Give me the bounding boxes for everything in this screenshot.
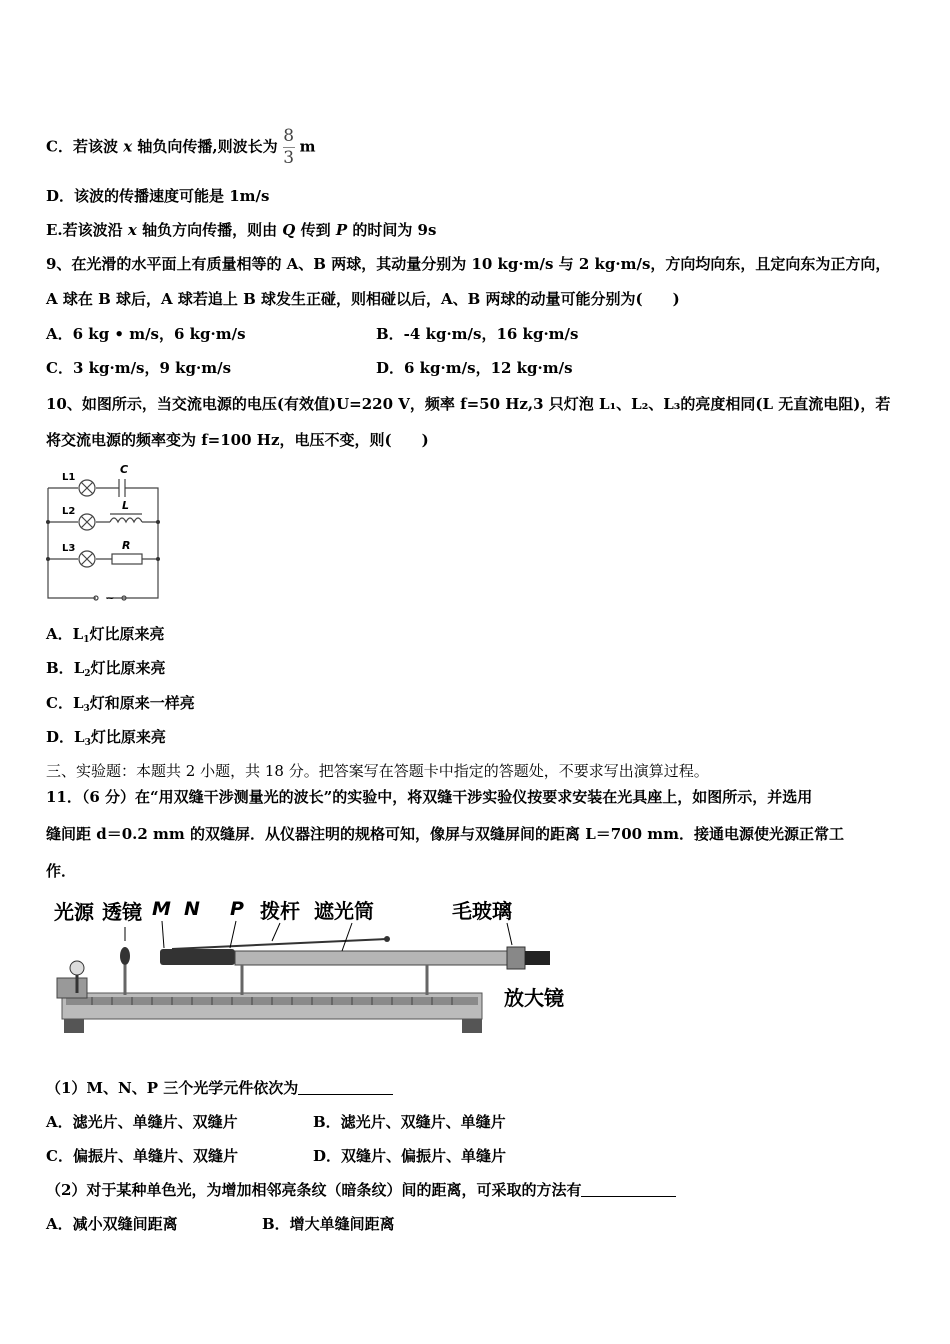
- q11-stem-line2: 缝间距 d＝0.2 mm 的双缝屏．从仪器注明的规格可知，像屏与双缝屏间的距离 L＝700 mm．接通电源使光源正常工: [46, 825, 845, 843]
- text: E.若该波沿: [46, 221, 128, 239]
- q11-sub1-option-a: A．滤光片、单缝片、双缝片: [46, 1113, 238, 1131]
- label-lens: 透镜: [102, 900, 142, 924]
- label-n: N: [184, 898, 200, 920]
- text: 传到: [295, 221, 336, 239]
- var: x: [127, 221, 137, 239]
- text: （2）对于某种单色光，为增加相邻亮条纹（暗条纹）间的距离，可采取的方法有: [46, 1181, 582, 1199]
- q9-option-a: A．6 kg • m/s，6 kg·m/s: [46, 325, 246, 343]
- label-ground-glass: 毛玻璃: [452, 899, 512, 923]
- q11-stem-line1: 11．（6 分）在“用双缝干涉测量光的波长”的实验中，将双缝干涉实验仪按要求安装在光具座上，如图所示，并选用: [46, 788, 813, 806]
- text: 灯比原来亮: [90, 728, 166, 746]
- sub: 3: [84, 738, 91, 748]
- label-m: M: [152, 898, 171, 920]
- letter: D．: [46, 728, 75, 746]
- q11-sub1: [46, 1078, 393, 1098]
- answer-blank: [581, 1182, 676, 1197]
- fraction-denominator: 3: [283, 148, 295, 168]
- var: Q: [282, 221, 296, 239]
- section-3-heading: 三、实验题：本题共 2 小题，共 18 分。把答案写在答题卡中指定的答题处，不要求写出演算过程。: [46, 762, 709, 780]
- sub: 2: [84, 669, 91, 679]
- text: 灯和原来一样亮: [89, 694, 195, 712]
- q10-stem-line2: 将交流电源的频率变为 f=100 Hz，电压不变，则( ): [46, 431, 429, 449]
- q9-stem-line1: 9、在光滑的水平面上有质量相等的 A、B 两球，其动量分别为 10 kg·m/s 与 2 kg·m/s，方向均向东，且定向东为正方向，: [46, 255, 891, 273]
- fraction-8-3: [281, 127, 297, 168]
- sub: 1: [83, 635, 90, 645]
- q11-sub2: [46, 1180, 676, 1200]
- text: （1）M、N、P 三个光学元件依次为: [46, 1079, 299, 1097]
- q9-option-c: C．3 kg·m/s，9 kg·m/s: [46, 359, 232, 377]
- answer-blank: [298, 1080, 393, 1095]
- text: 灯比原来亮: [90, 659, 166, 677]
- q11-sub2-option-b: B．增大单缝间距离: [262, 1215, 395, 1233]
- q11-sub2-option-a: A．减小双缝间距离: [46, 1215, 178, 1233]
- label-c: C: [120, 463, 129, 476]
- lamp: L: [72, 694, 84, 712]
- q8-option-e: [46, 220, 436, 240]
- label-magnifier: 放大镜: [504, 986, 564, 1010]
- q11-stem-line3: 作．: [46, 862, 77, 880]
- label-light-source: 光源: [54, 900, 94, 924]
- lamp: L: [73, 659, 85, 677]
- label-r: R: [122, 539, 131, 552]
- letter: C．: [46, 694, 73, 712]
- text: 灯比原来亮: [89, 625, 165, 643]
- double-slit-apparatus-figure: [52, 893, 582, 1048]
- q10-option-c: [46, 693, 195, 719]
- q9-option-b: B．-4 kg·m/s，16 kg·m/s: [376, 325, 579, 343]
- text: 轴负向传播,则波长为: [137, 137, 278, 156]
- q11-sub1-option-c: C．偏振片、单缝片、双缝片: [46, 1147, 238, 1165]
- text: 轴负方向传播，则由: [136, 221, 283, 239]
- q10-stem-line1: 10、如图所示，当交流电源的电压(有效值)U=220 V，频率 f=50 Hz,3 只灯泡 L₁、L₂、L₃的亮度相同(L 无直流电阻)，若: [46, 395, 891, 413]
- label-l1: L1: [62, 472, 76, 483]
- letter: B．: [46, 659, 74, 677]
- q9-stem-line2: A 球在 B 球后，A 球若追上 B 球发生正碰，则相碰以后，A、B 两球的动量可能分别为( ): [46, 290, 680, 308]
- var-x: x: [123, 137, 133, 156]
- text: C．若该波: [46, 137, 118, 156]
- label-l2: L2: [62, 506, 76, 517]
- q9-option-d: D．6 kg·m/s，12 kg·m/s: [376, 359, 573, 377]
- fraction-numerator: 8: [283, 126, 295, 146]
- label-tube: 遮光筒: [314, 899, 374, 923]
- q8-option-d: D．该波的传播速度可能是 1m/s: [46, 187, 270, 205]
- lamp: L: [72, 625, 84, 643]
- text: 的时间为 9s: [347, 221, 437, 239]
- circuit-diagram: [40, 460, 165, 602]
- lamp: L: [74, 728, 85, 746]
- q11-sub1-option-d: D．双缝片、偏振片、单缝片: [313, 1147, 507, 1165]
- label-l: L: [122, 499, 130, 512]
- unit: m: [299, 137, 316, 156]
- letter: A．: [46, 625, 73, 643]
- label-p: P: [230, 898, 244, 920]
- q10-option-b: [46, 658, 166, 684]
- var: P: [335, 221, 348, 239]
- q11-sub1-option-b: B．滤光片、双缝片、单缝片: [313, 1113, 506, 1131]
- label-source: ~: [106, 593, 115, 602]
- q8-option-c: [46, 127, 315, 168]
- q10-option-a: [46, 624, 164, 650]
- sub: 3: [83, 704, 90, 714]
- q10-option-d: [46, 727, 166, 753]
- label-lever: 拨杆: [260, 899, 300, 923]
- label-l3: L3: [62, 543, 76, 554]
